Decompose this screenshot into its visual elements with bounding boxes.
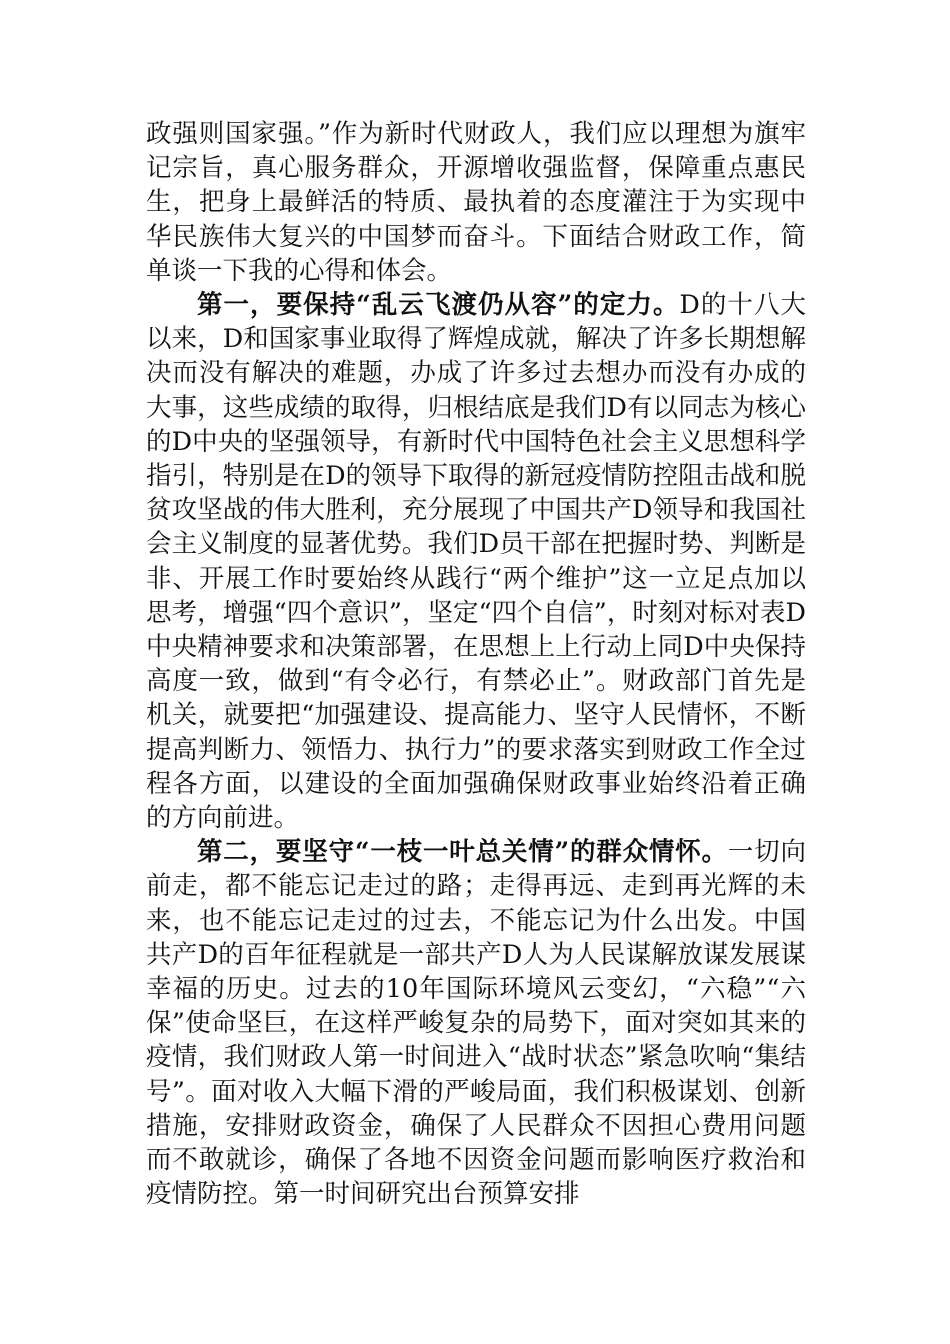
paragraph-second-point-body: 一切向前走，都不能忘记走过的路；走得再远、走到再光辉的未来，也不能忘记走过的过去，不能忘记为什么出发。中国共产D的百年征程就是一部共产D人为人民谋解放谋发展谋幸福的历史。过去的10年国际环境风云变幻，“六稳”“六保”使命坚巨，在这样严峻复杂的局势下，面对突如其来的疫情，我们财政人第一时间进入“战时状态”紧急吹响“集结号”。面对收入大幅下滑的严峻局面，我们积极谋划、创新措施，安排财政资金，确保了人民群众不因担心费用问题而不敢就诊，确保了各地不因资金问题而影响医疗救治和疫情防控。第一时间研究出台预算安排 (146, 837, 806, 1210)
paragraph-first-point (146, 288, 806, 835)
document-body (146, 117, 806, 1212)
paragraph-intro: 政强则国家强。”作为新时代财政人，我们应以理想为旗牢记宗旨，真心服务群众，开源增收强监督，保障重点惠民生，把身上最鲜活的特质、最执着的态度灌注于为实现中华民族伟大复兴的中国梦而奋斗。下面结合财政工作，简单谈一下我的心得和体会。 (146, 119, 806, 286)
paragraph-second-point (146, 835, 806, 1211)
paragraph-second-point-heading: 第二，要坚守“一枝一叶总关情”的群众情怀。 (197, 837, 728, 868)
paragraph-first-point-body: D的十八大以来，D和国家事业取得了辉煌成就，解决了许多长期想解决而没有解决的难题，办成了许多过去想办而没有办成的大事，这些成绩的取得，归根结底是我们D有以同志为核心的D中央的坚强领导，有新时代中国特色社会主义思想科学指引，特别是在D的领导下取得的新冠疫情防控阻击战和脱贫攻坚战的伟大胜利，充分展现了中国共产D领导和我国社会主义制度的显著优势。我们D员干部在把握时势、判断是非、开展工作时要始终从践行“两个维护”这一立足点加以思考，增强“四个意识”，坚定“四个自信”，时刻对标对表D中央精神要求和决策部署，在思想上上行动上同D中央保持高度一致，做到“有令必行，有禁必止”。财政部门首先是机关，就要把“加强建设、提高能力、坚守人民情怀，不断提高判断力、领悟力、执行力”的要求落实到财政工作全过程各方面，以建设的全面加强确保财政事业始终沿着正确的方向前进。 (146, 290, 806, 834)
paragraph-first-point-heading: 第一，要保持“乱云飞渡仍从容”的定力。 (197, 290, 680, 321)
